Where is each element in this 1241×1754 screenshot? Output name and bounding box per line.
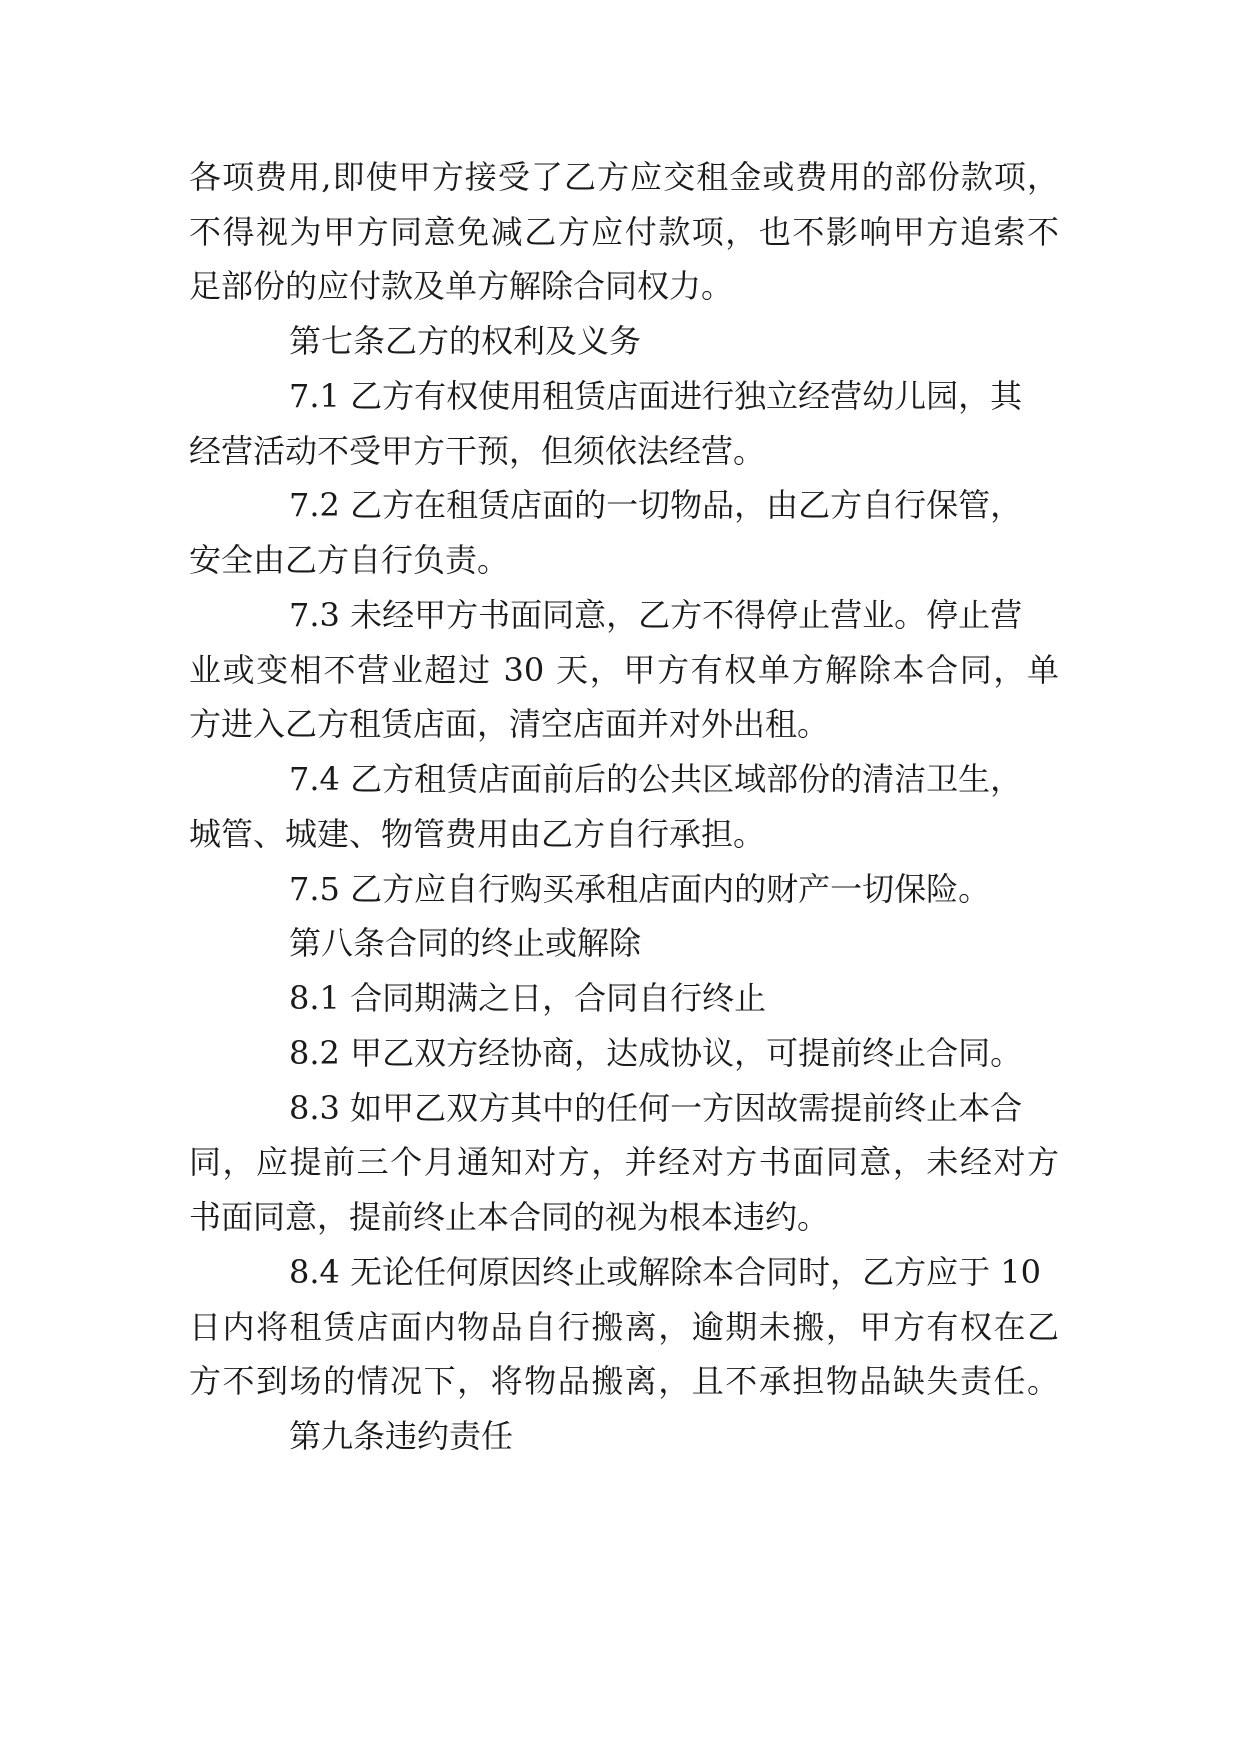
section-heading: 第九条违约责任 bbox=[289, 1417, 514, 1455]
text-line: 方不到场的情况下，将物品搬离，且不承担物品缺失责任。 bbox=[189, 1362, 1059, 1400]
section-heading: 第八条合同的终止或解除 bbox=[289, 924, 642, 962]
text-line: 同，应提前三个月通知对方，并经对方书面同意，未经对方 bbox=[189, 1143, 1059, 1181]
text-line: 8.2 甲乙双方经协商，达成协议，可提前终止合同。 bbox=[289, 1034, 1023, 1072]
text-line: 7.1 乙方有权使用租赁店面进行独立经营幼儿园，其 bbox=[289, 377, 1023, 415]
text-line: 7.2 乙方在租赁店面的一切物品，由乙方自行保管， bbox=[289, 486, 1023, 524]
text-line: 安全由乙方自行负责。 bbox=[189, 541, 510, 579]
text-line: 书面同意，提前终止本合同的视为根本违约。 bbox=[189, 1198, 830, 1236]
text-line: 7.4 乙方租赁店面前后的公共区域部份的清洁卫生， bbox=[289, 760, 1023, 798]
text-line: 8.4 无论任何原因终止或解除本合同时，乙方应于 10 bbox=[289, 1253, 1041, 1291]
text-line: 7.5 乙方应自行购买承租店面内的财产一切保险。 bbox=[289, 870, 991, 908]
text-line: 经营活动不受甲方干预，但须依法经营。 bbox=[189, 432, 766, 470]
text-line: 日内将租赁店面内物品自行搬离，逾期未搬，甲方有权在乙 bbox=[189, 1308, 1059, 1346]
text-line: 7.3 未经甲方书面同意，乙方不得停止营业。停止营 bbox=[289, 596, 1023, 634]
text-line: 方进入乙方租赁店面，清空店面并对外出租。 bbox=[189, 705, 830, 743]
text-line: 城管、城建、物管费用由乙方自行承担。 bbox=[189, 815, 766, 853]
text-line: 各项费用,即使甲方接受了乙方应交租金或费用的部份款项， bbox=[189, 158, 1059, 196]
text-line: 业或变相不营业超过 30 天，甲方有权单方解除本合同，单 bbox=[189, 651, 1059, 689]
text-line: 8.3 如甲乙双方其中的任何一方因故需提前终止本合 bbox=[289, 1089, 1023, 1127]
section-heading: 第七条乙方的权利及义务 bbox=[289, 322, 642, 360]
text-line: 8.1 合同期满之日，合同自行终止 bbox=[289, 979, 767, 1017]
text-line: 不得视为甲方同意免减乙方应付款项，也不影响甲方追索不 bbox=[189, 213, 1059, 251]
text-line: 足部份的应付款及单方解除合同权力。 bbox=[189, 267, 734, 305]
